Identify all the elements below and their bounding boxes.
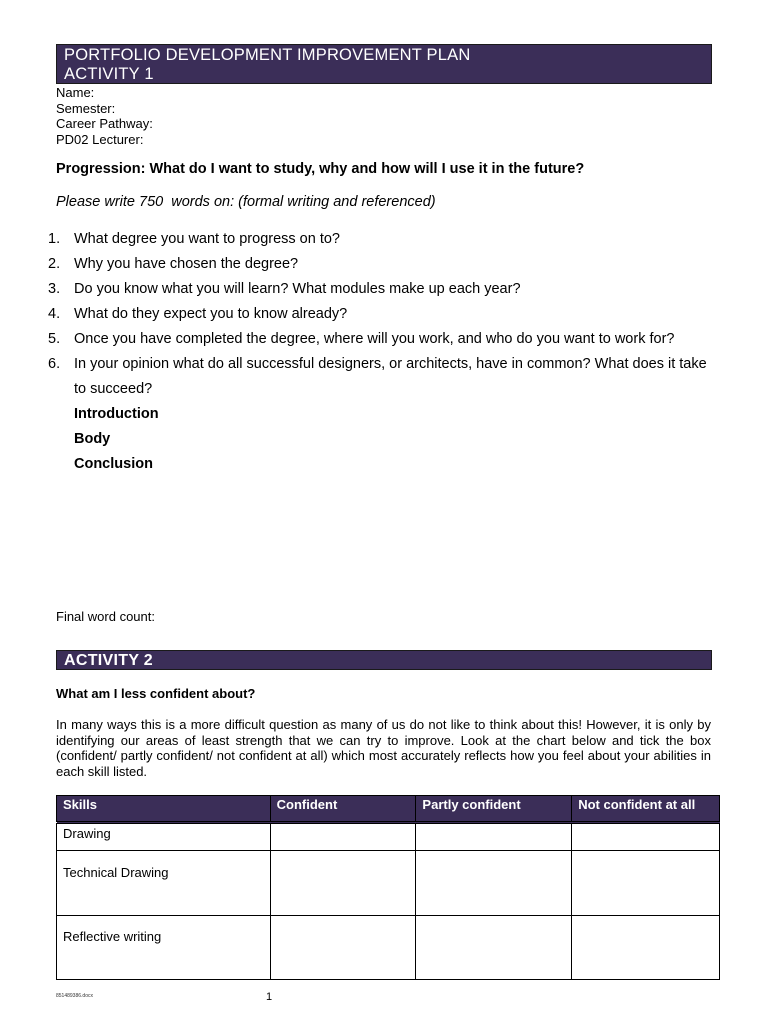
name-field-label: Name: <box>56 85 95 100</box>
semester-field-label: Semester: <box>56 100 116 116</box>
lecturer-field-label: PD02 Lecturer: <box>56 131 144 147</box>
skill-name-cell: Drawing <box>57 823 271 851</box>
footer-filename: 851489386.docx <box>56 993 93 999</box>
list-item-number: 6. <box>48 356 61 372</box>
activity1-banner <box>56 44 712 84</box>
list-item-number: 2. <box>48 256 61 272</box>
section-body: Body <box>74 431 111 447</box>
not-confident-cell[interactable] <box>572 823 720 851</box>
section-conclusion: Conclusion <box>74 456 153 472</box>
confident-cell[interactable] <box>270 823 416 851</box>
list-item-text: In your opinion what do all successful designers, or architects, have in common? What does it take to succeed? <box>74 356 707 397</box>
not-confident-cell[interactable] <box>572 916 720 980</box>
list-item-text: Why you have chosen the degree? <box>74 256 299 272</box>
activity1-title: ACTIVITY 1 <box>64 65 154 83</box>
activity2-title: ACTIVITY 2 <box>64 652 153 669</box>
table-header-row <box>57 796 720 823</box>
skill-name-cell: Reflective writing <box>57 916 271 980</box>
career-pathway-field-label: Career Pathway: <box>56 116 153 131</box>
confidence-paragraph: In many ways this is a more difficult question as many of us do not like to think about this! However, it is only by identifying our areas of least strength that we can try to improve. Look at the chart below and tick the box (confident/ partly confident/ not confident at all) which most accurately reflects how you feel about your abilities in each skill listed. <box>56 717 711 779</box>
list-item <box>48 352 713 402</box>
header-not-confident: Not confident at all <box>572 796 720 823</box>
list-item-text: What do they expect you to know already? <box>74 306 348 322</box>
table-row <box>57 851 720 916</box>
progression-heading: Progression: What do I want to study, why and how will I use it in the future? <box>56 161 585 177</box>
list-item-number: 5. <box>48 331 61 347</box>
list-item-text: Do you know what you will learn? What modules make up each year? <box>74 281 521 297</box>
table-row <box>57 916 720 980</box>
list-item-text: Once you have completed the degree, where will you work, and who do you want to work for? <box>74 331 675 347</box>
section-introduction: Introduction <box>74 406 159 422</box>
not-confident-cell[interactable] <box>572 851 720 916</box>
list-item <box>48 302 713 327</box>
document-title: PORTFOLIO DEVELOPMENT IMPROVEMENT PLAN <box>64 46 471 64</box>
partly-confident-cell[interactable] <box>416 851 572 916</box>
confident-cell[interactable] <box>270 916 416 980</box>
writing-instruction: Please write 750 words on: (formal writing and referenced) <box>56 194 436 210</box>
confidence-heading: What am I less confident about? <box>56 686 256 701</box>
list-item-number: 1. <box>48 231 61 247</box>
activity2-banner <box>56 650 712 670</box>
list-item <box>48 277 713 302</box>
word-count-label: Final word count: <box>56 609 155 624</box>
list-item <box>48 227 713 252</box>
header-confident: Confident <box>270 796 416 823</box>
list-item-text: What degree you want to progress on to? <box>74 231 340 247</box>
list-item-number: 4. <box>48 306 61 322</box>
list-item <box>48 327 713 352</box>
skills-table <box>56 795 720 980</box>
confident-cell[interactable] <box>270 851 416 916</box>
list-item-number: 3. <box>48 281 61 297</box>
partly-confident-cell[interactable] <box>416 823 572 851</box>
header-skills: Skills <box>57 796 271 823</box>
page-number: 1 <box>266 991 273 1003</box>
student-info-fields <box>56 85 153 147</box>
header-partly-confident: Partly confident <box>416 796 572 823</box>
partly-confident-cell[interactable] <box>416 916 572 980</box>
list-item <box>48 252 713 277</box>
table-row <box>57 823 720 851</box>
skill-name-cell: Technical Drawing <box>57 851 271 916</box>
question-list <box>48 227 713 477</box>
